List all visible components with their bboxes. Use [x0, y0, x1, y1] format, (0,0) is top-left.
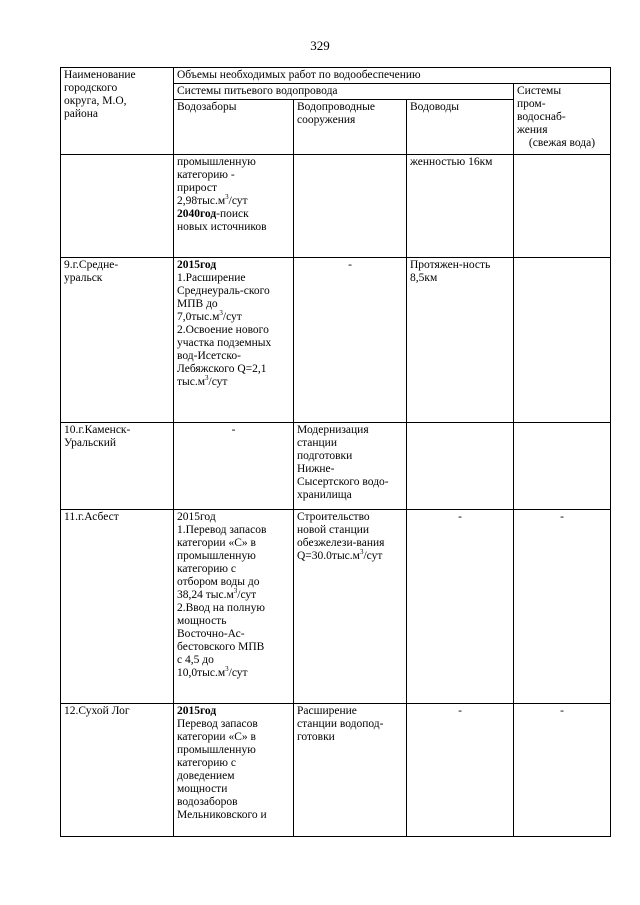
header-industrial-line: Системы — [517, 85, 562, 97]
header-intakes: Водозаборы — [174, 100, 294, 155]
text-line: МПВ до — [177, 298, 218, 310]
text-line: промышленную — [177, 744, 256, 756]
text-line: участка подземных — [177, 337, 272, 349]
text-part: тыс.м — [177, 376, 206, 388]
table-row — [61, 423, 611, 510]
header-drinking: Системы питьевого водопровода — [174, 84, 514, 100]
text-line: категорию с — [177, 757, 237, 769]
header-name-line: Наименование — [64, 69, 136, 81]
text-line: новых источников — [177, 221, 267, 233]
year-label: 2040год — [177, 208, 217, 220]
text-line: 2.Ввод на полную — [177, 602, 265, 614]
intakes-cell — [174, 704, 294, 837]
text-line: Среднеураль-ского — [177, 285, 270, 297]
text-line — [177, 311, 290, 324]
text-line: промышленную — [177, 550, 256, 562]
superscript: 3 — [219, 309, 223, 318]
text-line: Восточно-Ас- — [177, 628, 245, 640]
text-part: 2,98тыс.м — [177, 195, 226, 207]
text-part: /сут — [208, 376, 228, 388]
water-supply-table — [60, 67, 611, 837]
text-line: 8,5км — [410, 272, 438, 284]
header-industrial-line: жения — [517, 124, 548, 136]
text-line — [177, 376, 290, 389]
text-line: Уральский — [64, 437, 117, 449]
text-line: категорию - — [177, 169, 235, 181]
text-part: -поиск — [216, 208, 249, 220]
industrial-cell — [514, 423, 611, 510]
name-cell — [61, 258, 174, 423]
facilities-cell — [294, 423, 407, 510]
text-part: /сут — [222, 311, 242, 323]
text-line: Лебяжского Q=2,1 — [177, 363, 267, 375]
text-line: подготовки — [297, 450, 353, 462]
text-part: 10,0тыс.м — [177, 667, 226, 679]
text-line: отбором воды до — [177, 576, 260, 588]
text-line: мощность — [177, 615, 227, 627]
header-name-cell — [61, 68, 174, 155]
header-industrial — [514, 84, 611, 155]
facilities-cell — [294, 704, 407, 837]
text-line: 1.Перевод запасов — [177, 524, 267, 536]
year-label: 2015год — [177, 705, 217, 717]
text-line: вод-Исетско- — [177, 350, 241, 362]
superscript: 3 — [205, 374, 209, 383]
text-line: хранилища — [297, 489, 352, 501]
text-line: Расширение — [297, 705, 357, 717]
text-part: 38,24 тыс.м — [177, 589, 234, 601]
header-volumes: Объемы необходимых работ по водообеспечению — [174, 68, 611, 84]
table-row — [61, 258, 611, 423]
year-label: 2015год — [177, 511, 216, 523]
header-facilities-line: Водопроводные — [297, 101, 375, 113]
name-cell — [61, 155, 174, 258]
conduits-cell — [407, 258, 514, 423]
name-cell: 11.г.Асбест — [61, 510, 174, 704]
text-line: Сысертского водо- — [297, 476, 389, 488]
conduits-cell — [407, 423, 514, 510]
table-row — [61, 704, 611, 837]
industrial-cell — [514, 258, 611, 423]
year-label: 2015год — [177, 259, 217, 271]
text-line — [297, 550, 403, 563]
text-line: Строительство — [297, 511, 370, 523]
text-line: Перевод запасов — [177, 718, 258, 730]
text-line: с 4,5 до — [177, 654, 214, 666]
page-number: 329 — [310, 38, 330, 53]
text-line: станции водопод- — [297, 718, 384, 730]
industrial-cell — [514, 155, 611, 258]
text-line: Нижне- — [297, 463, 335, 475]
intakes-cell — [174, 258, 294, 423]
header-name-line: района — [64, 108, 99, 120]
header-name-line: округа, М.О, — [64, 95, 127, 107]
industrial-cell: - — [514, 510, 611, 704]
name-cell — [61, 423, 174, 510]
text-line: бестовского МПВ — [177, 641, 265, 653]
text-part: /сут — [363, 550, 383, 562]
header-industrial-line: пром- — [517, 98, 546, 110]
industrial-cell: - — [514, 704, 611, 837]
header-facilities — [294, 100, 407, 155]
text-line — [177, 208, 290, 221]
intakes-cell: - — [174, 423, 294, 510]
text-part: /сут — [228, 667, 248, 679]
text-line: водозаборов — [177, 796, 238, 808]
text-part: /сут — [237, 589, 257, 601]
superscript: 3 — [225, 193, 229, 202]
text-line: 10.г.Каменск- — [64, 424, 131, 436]
text-line: 2.Освоение нового — [177, 324, 269, 336]
text-line: Мельниковского и — [177, 809, 267, 821]
text-line: станции — [297, 437, 337, 449]
header-conduits: Водоводы — [407, 100, 514, 155]
text-line: мощности — [177, 783, 228, 795]
text-line: доведением — [177, 770, 235, 782]
superscript: 3 — [359, 548, 364, 557]
header-row-1 — [61, 68, 611, 84]
conduits-cell: - — [407, 510, 514, 704]
text-line: Модернизация — [297, 424, 369, 436]
header-facilities-line: сооружения — [297, 114, 356, 126]
table-row — [61, 510, 611, 704]
superscript: 3 — [225, 665, 229, 674]
header-industrial-line: водоснаб- — [517, 111, 566, 123]
facilities-cell — [294, 155, 407, 258]
text-line: обезжелези-вания — [297, 537, 385, 549]
text-line: уральск — [64, 272, 103, 284]
text-line: 9.г.Средне- — [64, 259, 119, 271]
name-cell: 12.Сухой Лог — [61, 704, 174, 837]
conduits-cell: - — [407, 704, 514, 837]
table-row — [61, 155, 611, 258]
text-line: 1.Расширение — [177, 272, 246, 284]
text-part: 7,0тыс.м — [177, 311, 220, 323]
header-name-line: городского — [64, 82, 118, 94]
text-line: промышленную — [177, 156, 256, 168]
text-part: Q=30.0тыс.м — [297, 550, 360, 562]
header-industrial-line: (свежая вода) — [528, 137, 596, 149]
facilities-cell: - — [294, 258, 407, 423]
text-part: /сут — [228, 195, 248, 207]
intakes-cell — [174, 155, 294, 258]
text-line: прирост — [177, 182, 217, 194]
text-line — [177, 589, 290, 602]
text-line: Протяжен-ность — [410, 259, 491, 271]
text-line: готовки — [297, 731, 335, 743]
text-line: категорию с — [177, 563, 237, 575]
conduits-cell: женностью 16км — [407, 155, 514, 258]
text-line — [177, 667, 290, 680]
facilities-cell — [294, 510, 407, 704]
text-line — [177, 195, 290, 208]
text-line: категории «С» в — [177, 537, 256, 549]
intakes-cell — [174, 510, 294, 704]
superscript: 3 — [233, 587, 238, 596]
text-line: категории «С» в — [177, 731, 256, 743]
text-line: новой станции — [297, 524, 370, 536]
